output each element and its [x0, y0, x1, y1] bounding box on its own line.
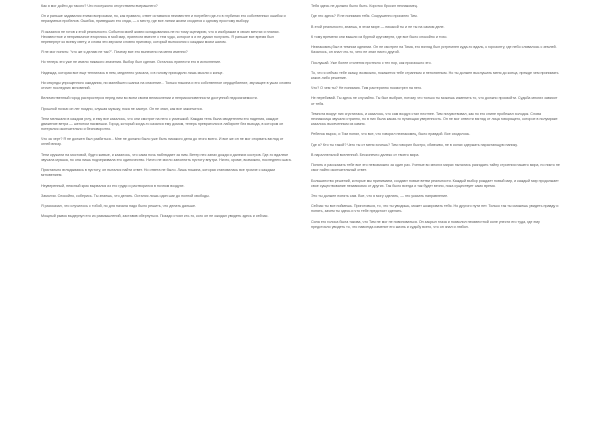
paragraph: Понять и рассказать тебе все это невозможно за один раз. Ученые во многих мирах пытались разгадать тайну строения нашего мира, но никто не смог найти окончательный ответ.: [311, 163, 560, 173]
paragraph: Что? О чем ты? Не понимаю. Тим растерянно посмотрел на него.: [311, 86, 423, 91]
paragraph: Надежда, которая все еще теплилась в нем, медленно угасала, и в голову приходили лишь мысли о конце.: [41, 70, 224, 75]
paragraph: Сейчас ты все поймешь. Приготовься, то, что ты увидишь, может шокировать тебя. Но другого пути нет. Только так ты сможешь увидеть правду и понять, зачем ты здесь и что тебе предстоит сделать.: [311, 204, 559, 214]
paragraph: Я оказался не готов к этой реальности. События моей жизни складывались не по тому сценарию, что я изображал в своих мечтах и планах. Неизвестное и непривычное вторглись в мой мир, принесли вместе с тем чудо, которое я и не думал получить. Я раньше все время был перевернут ко всему свету, и слова эти звучали словно приговор, который выносился с каждым моим шагом.: [41, 29, 280, 44]
paragraph: Незнакомец был в темном одеянии. Он не смотрел на Тима, его взгляд был устремлен куда-то вдаль, к горизонту, где небо сливалось с землей. Казалось, он знал что-то, чего не знал никто другой.: [311, 45, 557, 55]
paragraph: К тому времени они вышли из бурной круговерти, где все было спокойно и тихо.: [311, 34, 448, 39]
paragraph: Но теперь это уже не имело никакого значения. Выбор был сделан. Осталось принести его в исполнение.: [41, 60, 222, 65]
paragraph: То, что я сейчас тебе скажу, возможно, покажется тебе странным и непонятным. Но ты должен выслушать меня до конца, прежде чем принимать какое-либо решение.: [311, 70, 559, 80]
paragraph: Не перебивай. Ты здесь не случайно. Ты был выбран, потому что только ты можешь изменить то, что должно произойти. Судьба многих зависит от тебя.: [311, 96, 558, 106]
paragraph: Где я? Кто ты такой? Чего ты от меня хочешь? Тим говорил быстро, сбивчиво, не в силах сдержать нарастающую панику.: [311, 142, 518, 147]
paragraph: Тебя здесь не должно было быть. Коротко бросил незнакомец.: [311, 4, 418, 8]
paragraph: Замолчи. Спокойно, соберись. Ты знаешь, что делать. Остался лишь один шаг до полной свободы.: [41, 193, 210, 198]
paragraph: Как я мог дойти до такого? Что послужило отсутствием вчерашнего?: [41, 4, 158, 8]
right-page: [300, 0, 600, 424]
paragraph: Большинство решений, которые мы принимаем, создают новые ветви реальности. Каждый выбор рождает новый мир, и каждый мир продолжает свое существование независимо от других. Так было всегда и так будет вечно, пока существует само время.: [311, 178, 559, 188]
paragraph: Послушай. Уже более столетия протекло с тех пор, как произошло это.: [311, 60, 432, 65]
paragraph: Ни секунды упрощенного ожидания, ни малейшего шанса на спасение... Только тишина и его собственное сердцебиение, звучащее в ушах словно отсчет последних мгновений.: [41, 80, 292, 91]
paragraph: Темнота вокруг них сгустилась, и казалось, что сам воздух стал плотнее. Тим почувствовал, как по его спине пробежал холодок. Слова незнакомца звучали странно, но в них была какая-то пугающая уверенность. Он не мог отвести взгляд от лица говорящего, которое в полумраке казалось высеченным из камня.: [311, 111, 558, 126]
paragraph: Где это здесь? Я не понимаю тебя. Сокрушенно произнес Тим.: [311, 14, 418, 19]
paragraph: Я не мог понять: "что же я делаю не так?". Почему все это вынесено на меня именно?: [41, 50, 188, 55]
paragraph: Сила его голоса была такова, что Тим не мог не повиноваться. Он закрыл глаза и позволил неизвестной силе унести его туда, где ему предстояло увидеть то, что навсегда изменит его жизнь и судьбу всего, что он знал и любил.: [311, 219, 540, 229]
paragraph: Прошлой ночью он лег поздно, слушая музыку, пока не заснул. Он не знал, как все закончится.: [41, 106, 203, 111]
paragraph: Я рассказал, что случилось с тобой, но для начала надо было решить, что делать дальше.: [41, 204, 197, 209]
paragraph: Пристально вглядываясь в пустоту, он пытался найти ответ. Но ответа не было. Лишь тишина, которая становилась все громче с каждым мгновением.: [41, 168, 275, 178]
paragraph: Это ты должен понять сам. Все, что я могу сделать, — это указать направление.: [311, 193, 449, 198]
paragraph: Величественный город распростерся перед ним во всем своем великолепии и неприкосновенности доступной недосягаемости.: [41, 96, 258, 101]
paragraph: В этой реальности, знаешь, в этом мире — никакой ты и не ты на самом деле.: [311, 24, 445, 29]
paragraph: Неуверенный, неясный крик вырвался из его груди и растворился в ночном воздухе.: [41, 183, 185, 188]
paragraph: Мощный рывок выдернул его из размышлений, заставив обернуться. Позади стоял кто-то, кого он не ожидал увидеть здесь и сейчас.: [41, 214, 269, 219]
paragraph: Что за черт? Я не должен был разбиться... Мне не должно было уже быть никакого дела до этого всего. И все же он не мог оторвать взгляд от огней внизу.: [41, 137, 284, 147]
paragraph: В параллельной вселенной. Бесконечно далеко от твоего мира.: [311, 152, 420, 157]
paragraph: Тени мелькали в каждом углу, и ему все казалось, что они смотрят на него с усмешкой. Каждая тень была свидетелем его падения, каждое движение ветра — шепотом насмешки. Город, который когда-то казался ему домом, теперь превратился в лабиринт без выхода, в котором он потерялся окончательно и бесповоротно.: [41, 116, 284, 132]
paragraph: Тени кружили на мостовой, будто живые, и казалось, что сама ночь наблюдает за ним. Ветер нес запах дождя и далеких костров. Где-то вдалеке звучала музыка, но она лишь подчеркивала его одиночество. Ничто не могло заполнить пустоту внутри. Ничто, кроме, возможно, последнего шага.: [41, 152, 292, 162]
paragraph: Он и раньше задавался этими вопросами, но, как правило, ответ оставался неизвестен и погребен где-то в глубинах его собственных ошибок и неразумных пробелов. Ошибок, приведших его сюда, — к месту, где все линии жизни сходятся к одному простому выбору.: [41, 14, 286, 24]
paragraph: Ребенок вырос, и Тим понял, что все, что говорил незнакомец, было правдой. Все сходилось.: [311, 132, 471, 137]
